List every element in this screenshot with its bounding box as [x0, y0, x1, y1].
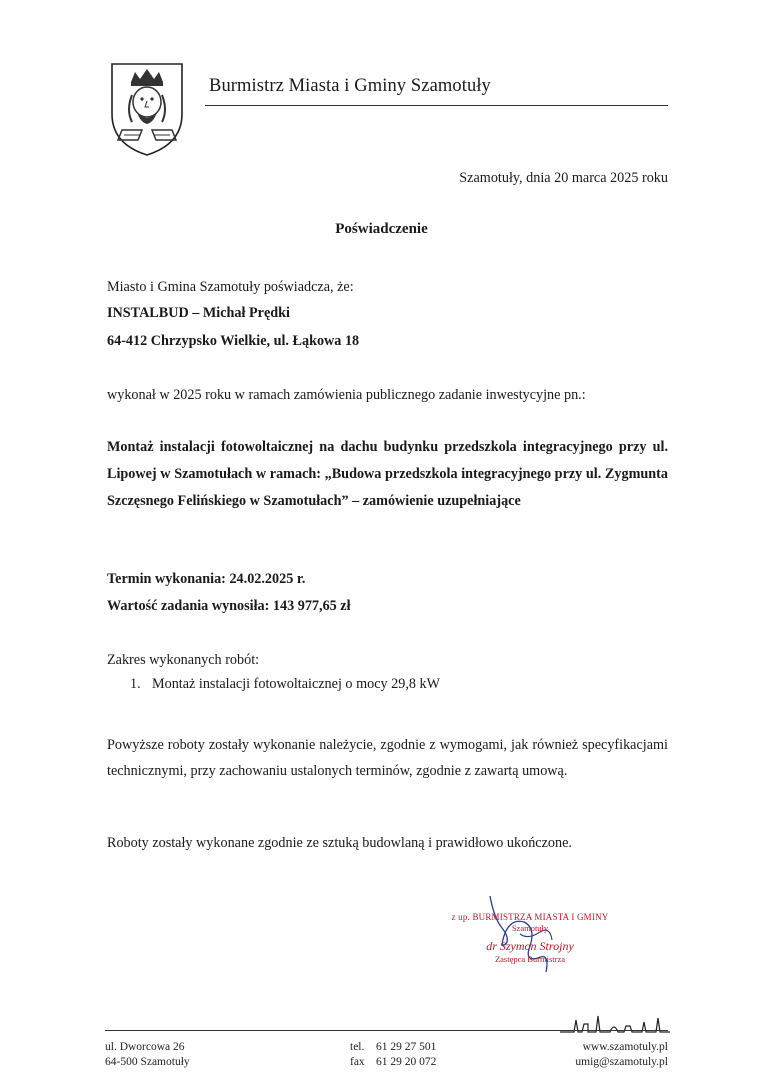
fax-label: fax: [350, 1056, 365, 1068]
performed-text: wykonał w 2025 roku w ramach zamówienia publicznego zadanie inwestycyjne pn.:: [107, 387, 586, 403]
email-link[interactable]: umig@szamotuly.pl: [575, 1056, 668, 1068]
stamp-line-name: dr Szymon Strojny: [486, 939, 574, 953]
fax-number: 61 29 20 072: [376, 1056, 437, 1068]
footer-phones: [350, 1040, 436, 1070]
list-item: [130, 676, 440, 693]
coat-of-arms-icon: [108, 60, 186, 158]
footer-address: [105, 1040, 190, 1070]
document-title: Poświadczenie: [335, 221, 428, 237]
scope-heading: Zakres wykonanych robót:: [107, 652, 260, 668]
contractor-name: INSTALBUD – Michał Prędki: [107, 305, 291, 321]
footer-divider: [105, 1030, 668, 1031]
footer-contact: [575, 1040, 668, 1070]
contractor-address: 64-412 Chrzypsko Wielkie, ul. Łąkowa 18: [107, 333, 360, 349]
task-description: Montaż instalacji fotowoltaicznej na dachu budynku przedszkola integracyjnego przy ul. Lipowej w Szamotułach w ramach: „Budowa przedszkola integracyjnego przy ul. Zygmunta Szczęsnego Felińskiego w Szamotułach” – zamówienie uzupełniające: [107, 439, 668, 509]
official-stamp: [430, 912, 630, 964]
tel-number: 61 29 27 501: [376, 1041, 437, 1053]
statement-paragraph: Powyższe roboty zostały wykonanie należycie, zgodnie z wymogami, jak również specyfikacjami technicznymi, przy zachowaniu ustalonych terminów, zgodnie z zawartą umową.: [107, 737, 668, 779]
footer-postcode: 64-500 Szamotuły: [105, 1056, 190, 1068]
deadline: Termin wykonania: 24.02.2025 r.: [107, 571, 306, 587]
date-line: Szamotuły, dnia 20 marca 2025 roku: [459, 170, 668, 186]
tel-label: tel.: [350, 1041, 365, 1053]
header-divider: [205, 105, 668, 106]
footer-street: ul. Dworcowa 26: [105, 1041, 185, 1053]
stamp-line-town: Szamotuły: [511, 923, 549, 933]
list-item-text: Montaż instalacji fotowoltaicznej o mocy 29,8 kW: [152, 676, 441, 692]
website-link[interactable]: www.szamotuly.pl: [582, 1041, 668, 1053]
intro-text: Miasto i Gmina Szamotuły poświadcza, że:: [107, 279, 354, 295]
stamp-line-title: z up. BURMISTRZA MIASTA I GMINY: [451, 912, 609, 922]
list-item-number: 1.: [130, 676, 141, 692]
office-title: Burmistrz Miasta i Gminy Szamotuły: [209, 76, 491, 96]
completion-statement: Roboty zostały wykonane zgodnie ze sztuką budowlaną i prawidłowo ukończone.: [107, 835, 572, 851]
task-value: Wartość zadania wynosiła: 143 977,65 zł: [107, 598, 351, 614]
skyline-sketch: [560, 1010, 670, 1038]
stamp-line-role: Zastępca Burmistrza: [494, 954, 566, 964]
